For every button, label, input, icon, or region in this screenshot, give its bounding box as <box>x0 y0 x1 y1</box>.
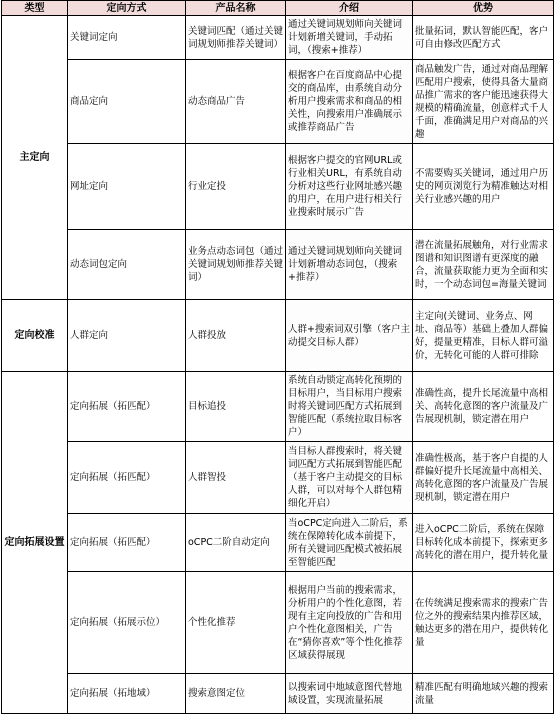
product-cell: 人群智投 <box>186 442 286 514</box>
product-cell: 目标追投 <box>186 372 286 442</box>
method-cell: 定向拓展（拓匹配） <box>68 442 186 514</box>
advantage-cell: 批量拓词，默认智能匹配，客户可自由修改匹配方式 <box>413 16 554 60</box>
header-advantage: 优势 <box>413 1 554 16</box>
table-row <box>2 230 554 300</box>
table-header-row <box>2 1 554 16</box>
method-cell: 人群定向 <box>68 300 186 372</box>
advantage-cell: 不需要购买关键词，通过用户历史的网页浏览行为精准触达对相关行业感兴趣的用户 <box>413 144 554 230</box>
product-cell: 动态商品广告 <box>186 60 286 144</box>
product-cell: 人群投放 <box>186 300 286 372</box>
product-cell: 业务点动态词包（通过关键词规划师推荐关键词） <box>186 230 286 300</box>
method-cell: 网址定向 <box>68 144 186 230</box>
product-cell: oCPC二阶自动定向 <box>186 514 286 572</box>
advantage-cell: 准确性高，提升长尾流量中高相关、高转化意图的客户流量及广告展现机制，锁定潜在用户 <box>413 372 554 442</box>
table-row <box>2 442 554 514</box>
targeting-table <box>1 0 554 714</box>
table-row <box>2 514 554 572</box>
intro-cell: 根据用户当前的搜索需求，分析用户的个性化意图，若现有主定向投放的广告和用户个性化意图相关，广告在“猜你喜欢”等个性化推荐区域获得展现 <box>286 572 413 674</box>
advantage-cell: 在传统满足搜索需求的搜索广告位之外的搜索结果内推荐区域，触达更多的潜在用户，提供转化量 <box>413 572 554 674</box>
product-cell: 关键词匹配（通过关键词规划师推荐关键词） <box>186 16 286 60</box>
table-row <box>2 372 554 442</box>
method-cell: 定向拓展（拓展示位） <box>68 572 186 674</box>
table-row <box>2 674 554 714</box>
advantage-cell: 准确性极高，基于客户自提的人群偏好提升长尾流量中高相关、高转化意图的客户流量及广告展现机制，锁定潜在用户 <box>413 442 554 514</box>
header-method: 定向方式 <box>68 1 186 16</box>
product-cell: 个性化推荐 <box>186 572 286 674</box>
advantage-cell: 商品触发广告，通过对商品理解匹配用户搜索，使得具备大量商品推广需求的客户能迅速获得大规模的精确流量，创意样式千人千面，准确满足用户对商品的兴趣 <box>413 60 554 144</box>
advantage-cell: 主定向(关键词、业务点、网址、商品等）基础上叠加人群偏好，提量更精准，目标人群可溢价，无转化可能的人群可排除 <box>413 300 554 372</box>
header-product: 产品名称 <box>186 1 286 16</box>
product-cell: 搜索意图定位 <box>186 674 286 714</box>
header-type: 类型 <box>2 1 68 16</box>
table-row <box>2 144 554 230</box>
method-cell: 商品定向 <box>68 60 186 144</box>
intro-cell: 根据客户在百度商品中心提交的商品库，由系统自动分析用户搜索需求和商品的相关性，向搜索用户准确展示或推荐商品广告 <box>286 60 413 144</box>
type-cell: 主定向 <box>2 16 68 300</box>
type-cell: 定向拓展设置 <box>2 372 68 714</box>
method-cell: 定向拓展（拓匹配） <box>68 372 186 442</box>
intro-cell: 人群+搜索词双引擎（客户主动提交目标人群） <box>286 300 413 372</box>
method-cell: 关键词定向 <box>68 16 186 60</box>
intro-cell: 以搜索词中地域意图代替地域设置，实现流量拓展 <box>286 674 413 714</box>
table-row <box>2 60 554 144</box>
table-row <box>2 16 554 60</box>
intro-cell: 通过关键词规划师向关键词计划新增关键词，手动拓词，（搜索+推荐） <box>286 16 413 60</box>
intro-cell: 根据客户提交的官网URL或行业相关URL，有系统自动分析对这些行业网址感兴趣的用户，在用户进行相关行业搜索时展示广告 <box>286 144 413 230</box>
method-cell: 定向拓展（拓匹配） <box>68 514 186 572</box>
intro-cell: 通过关键词规划师向关键词计划新增动态词包，（搜索+推荐） <box>286 230 413 300</box>
intro-cell: 当目标人群搜索时，将关键词匹配方式拓展到智能匹配（基于客户主动提交的目标人群，可以对每个人群包精细化开启） <box>286 442 413 514</box>
type-cell: 定向校准 <box>2 300 68 372</box>
table-row <box>2 300 554 372</box>
intro-cell: 当oCPC定向进入二阶后，系统在保障转化成本前提下，所有关键词匹配模式被拓展至智能匹配 <box>286 514 413 572</box>
advantage-cell: 进入oCPC二阶后，系统在保障目标转化成本前提下，探索更多高转化的潜在用户，提升转化量 <box>413 514 554 572</box>
intro-cell: 系统自动锁定高转化预期的目标用户，当目标用户搜索时将关键词匹配方式拓展到智能匹配（系统拉取目标客户） <box>286 372 413 442</box>
table-row <box>2 572 554 674</box>
advantage-cell: 潜在流量拓展触角，对行业需求图谱和知识图谱有更深度的融合，流量获取能力更为全面和实时，一个动态词包=海量关键词 <box>413 230 554 300</box>
advantage-cell: 精准匹配有明确地域兴趣的搜索流量 <box>413 674 554 714</box>
method-cell: 动态词包定向 <box>68 230 186 300</box>
header-intro: 介绍 <box>286 1 413 16</box>
product-cell: 行业定投 <box>186 144 286 230</box>
method-cell: 定向拓展（拓地域） <box>68 674 186 714</box>
